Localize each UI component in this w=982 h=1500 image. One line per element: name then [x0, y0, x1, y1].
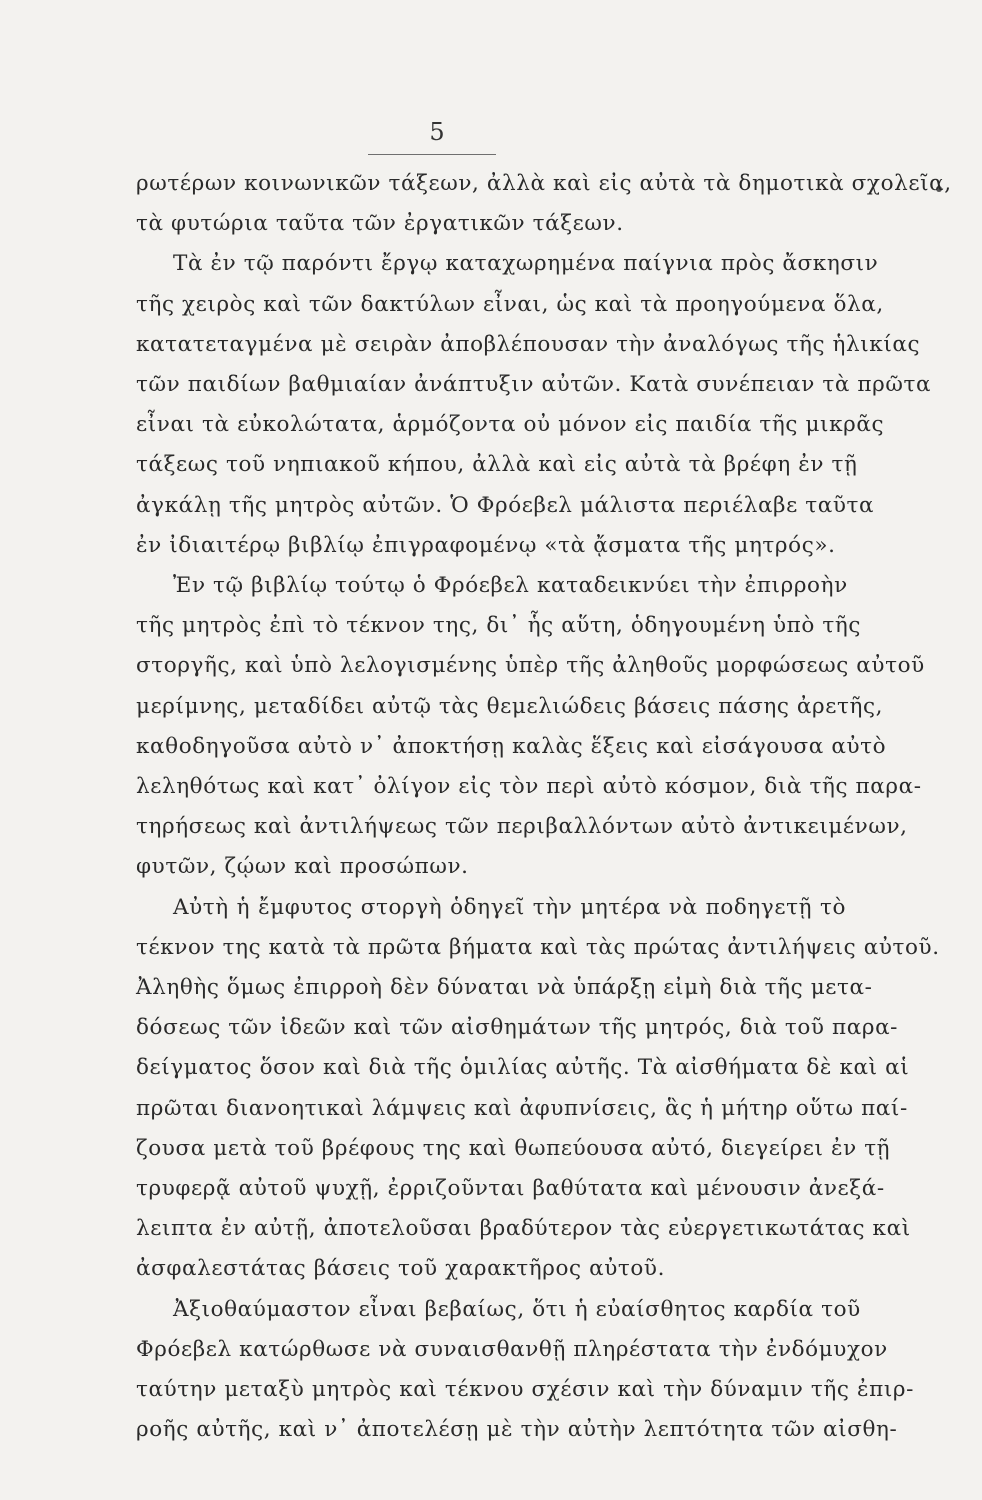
text-line: ταύτην μεταξὺ μητρὸς καὶ τέκνου σχέσιν καὶ τὴν δύναμιν τῆς ἐπιρ-: [136, 1377, 914, 1402]
text-line: ροῆς αὐτῆς, καὶ ν᾽ ἀποτελέσῃ μὲ τὴν αὐτὴν λεπτότητα τῶν αἰσθη-: [136, 1417, 898, 1443]
text-line: λεληθότως καὶ κατ᾽ ὀλίγον εἰς τὸν περὶ αὐτὸ κόσμον, διὰ τῆς παρα-: [136, 774, 922, 799]
text-line: Ἀξιοθαύμαστον εἶναι βεβαίως, ὅτι ἡ εὐαίσθητος καρδία τοῦ: [173, 1296, 861, 1322]
text-line: ἐν ἰδιαιτέρῳ βιβλίῳ ἐπιγραφομένῳ «τὰ ᾄσματα τῆς μητρός».: [136, 532, 836, 558]
text-line: στοργῆς, καὶ ὑπὸ λελογισμένης ὑπὲρ τῆς ἀληθοῦς μορφώσεως αὐτοῦ: [136, 653, 925, 679]
page-number: 5: [429, 118, 445, 146]
text-line: τηρήσεως καὶ ἀντιλήψεως τῶν περιβαλλόντων αὐτὸ ἀντικειμένων,: [136, 814, 908, 840]
text-line: καθοδηγοῦσα αὐτὸ ν᾽ ἀποκτήσῃ καλὰς ἕξεις καὶ εἰσάγουσα αὐτὸ: [136, 733, 887, 759]
text-line: Φρόεβελ κατώρθωσε νὰ συναισθανθῇ πληρέστατα τὴν ἐνδόμυχον: [136, 1336, 888, 1362]
text-line: Τὰ ἐν τῷ παρόντι ἔργῳ καταχωρημένα παίγνια πρὸς ἄσκησιν: [173, 251, 879, 277]
text-line: ρωτέρων κοινωνικῶν τάξεων, ἀλλὰ καὶ εἰς αὐτὰ τὰ δημοτικὰ σχολεῖα,: [136, 171, 952, 196]
text-line: πρῶται διανοητικαὶ λάμψεις καὶ ἀφυπνίσεις, ἃς ἡ μήτηρ οὕτω παί-: [136, 1095, 908, 1121]
text-line: κατατεταγμένα μὲ σειρὰν ἀποβλέπουσαν τὴν ἀναλόγως τῆς ἡλικίας: [136, 331, 921, 357]
text-line: τῆς χειρὸς καὶ τῶν δακτύλων εἶναι, ὡς καὶ τὰ προηγούμενα ὅλα,: [136, 291, 884, 317]
text-line: τρυφερᾷ αὐτοῦ ψυχῇ, ἐρριζοῦνται βαθύτατα καὶ μένουσιν ἀνεξά-: [136, 1176, 885, 1201]
text-line: τῶν παιδίων βαθμιαίαν ἀνάπτυξιν αὐτῶν. Κατὰ συνέπειαν τὰ πρῶτα: [136, 372, 932, 397]
text-line: τέκνον της κατὰ τὰ πρῶτα βήματα καὶ τὰς πρώτας ἀντιλήψεις αὐτοῦ.: [136, 934, 940, 960]
text-line: τάξεως τοῦ νηπιακοῦ κήπου, ἀλλὰ καὶ εἰς αὐτὰ τὰ βρέφη ἐν τῇ: [136, 452, 858, 478]
text-line: Ἐν τῷ βιβλίῳ τούτῳ ὁ Φρόεβελ καταδεικνύει τὴν ἐπιρροὴν: [173, 573, 848, 598]
text-line: τῆς μητρὸς ἐπὶ τὸ τέκνον της, δι᾽ ἧς αὕτη, ὁδηγουμένη ὑπὸ τῆς: [136, 613, 862, 639]
text-line: Ἀληθὴς ὅμως ἐπιρροὴ δὲν δύναται νὰ ὑπάρξῃ εἰμὴ διὰ τῆς μετα-: [136, 975, 873, 1000]
text-line: φυτῶν, ζῴων καὶ προσώπων.: [136, 854, 469, 880]
text-line: μερίμνης, μεταδίδει αὐτῷ τὰς θεμελιώδεις βάσεις πάσης ἀρετῆς,: [136, 693, 884, 719]
text-line: ἀγκάλῃ τῆς μητρὸς αὐτῶν. Ὁ Φρόεβελ μάλιστα περιέλαβε ταῦτα: [136, 492, 875, 518]
text-line: λειπτα ἐν αὐτῇ, ἀποτελοῦσαι βραδύτερον τὰς εὐεργετικωτάτας καὶ: [136, 1216, 911, 1242]
text-line: ἀσφαλεστάτας βάσεις τοῦ χαρακτῆρος αὐτοῦ.: [136, 1256, 666, 1282]
text-line: ζουσα μετὰ τοῦ βρέφους της καὶ θωπεύουσα αὐτό, διεγείρει ἐν τῇ: [136, 1135, 891, 1161]
text-line: δείγματος ὅσον καὶ διὰ τῆς ὁμιλίας αὐτῆς. Τὰ αἰσθήματα δὲ καὶ αἱ: [136, 1055, 910, 1081]
text-line: δόσεως τῶν ἰδεῶν καὶ τῶν αἰσθημάτων τῆς μητρός, διὰ τοῦ παρα-: [136, 1015, 899, 1041]
text-line: Αὐτὴ ἡ ἔμφυτος στοργὴ ὁδηγεῖ τὴν μητέρα νὰ ποδηγετῇ τὸ: [173, 894, 846, 920]
text-line: τὰ φυτώρια ταῦτα τῶν ἐργατικῶν τάξεων.: [136, 211, 624, 237]
text-line: εἶναι τὰ εὐκολώτατα, ἁρμόζοντα οὐ μόνον εἰς παιδία τῆς μικρᾶς: [136, 412, 885, 438]
